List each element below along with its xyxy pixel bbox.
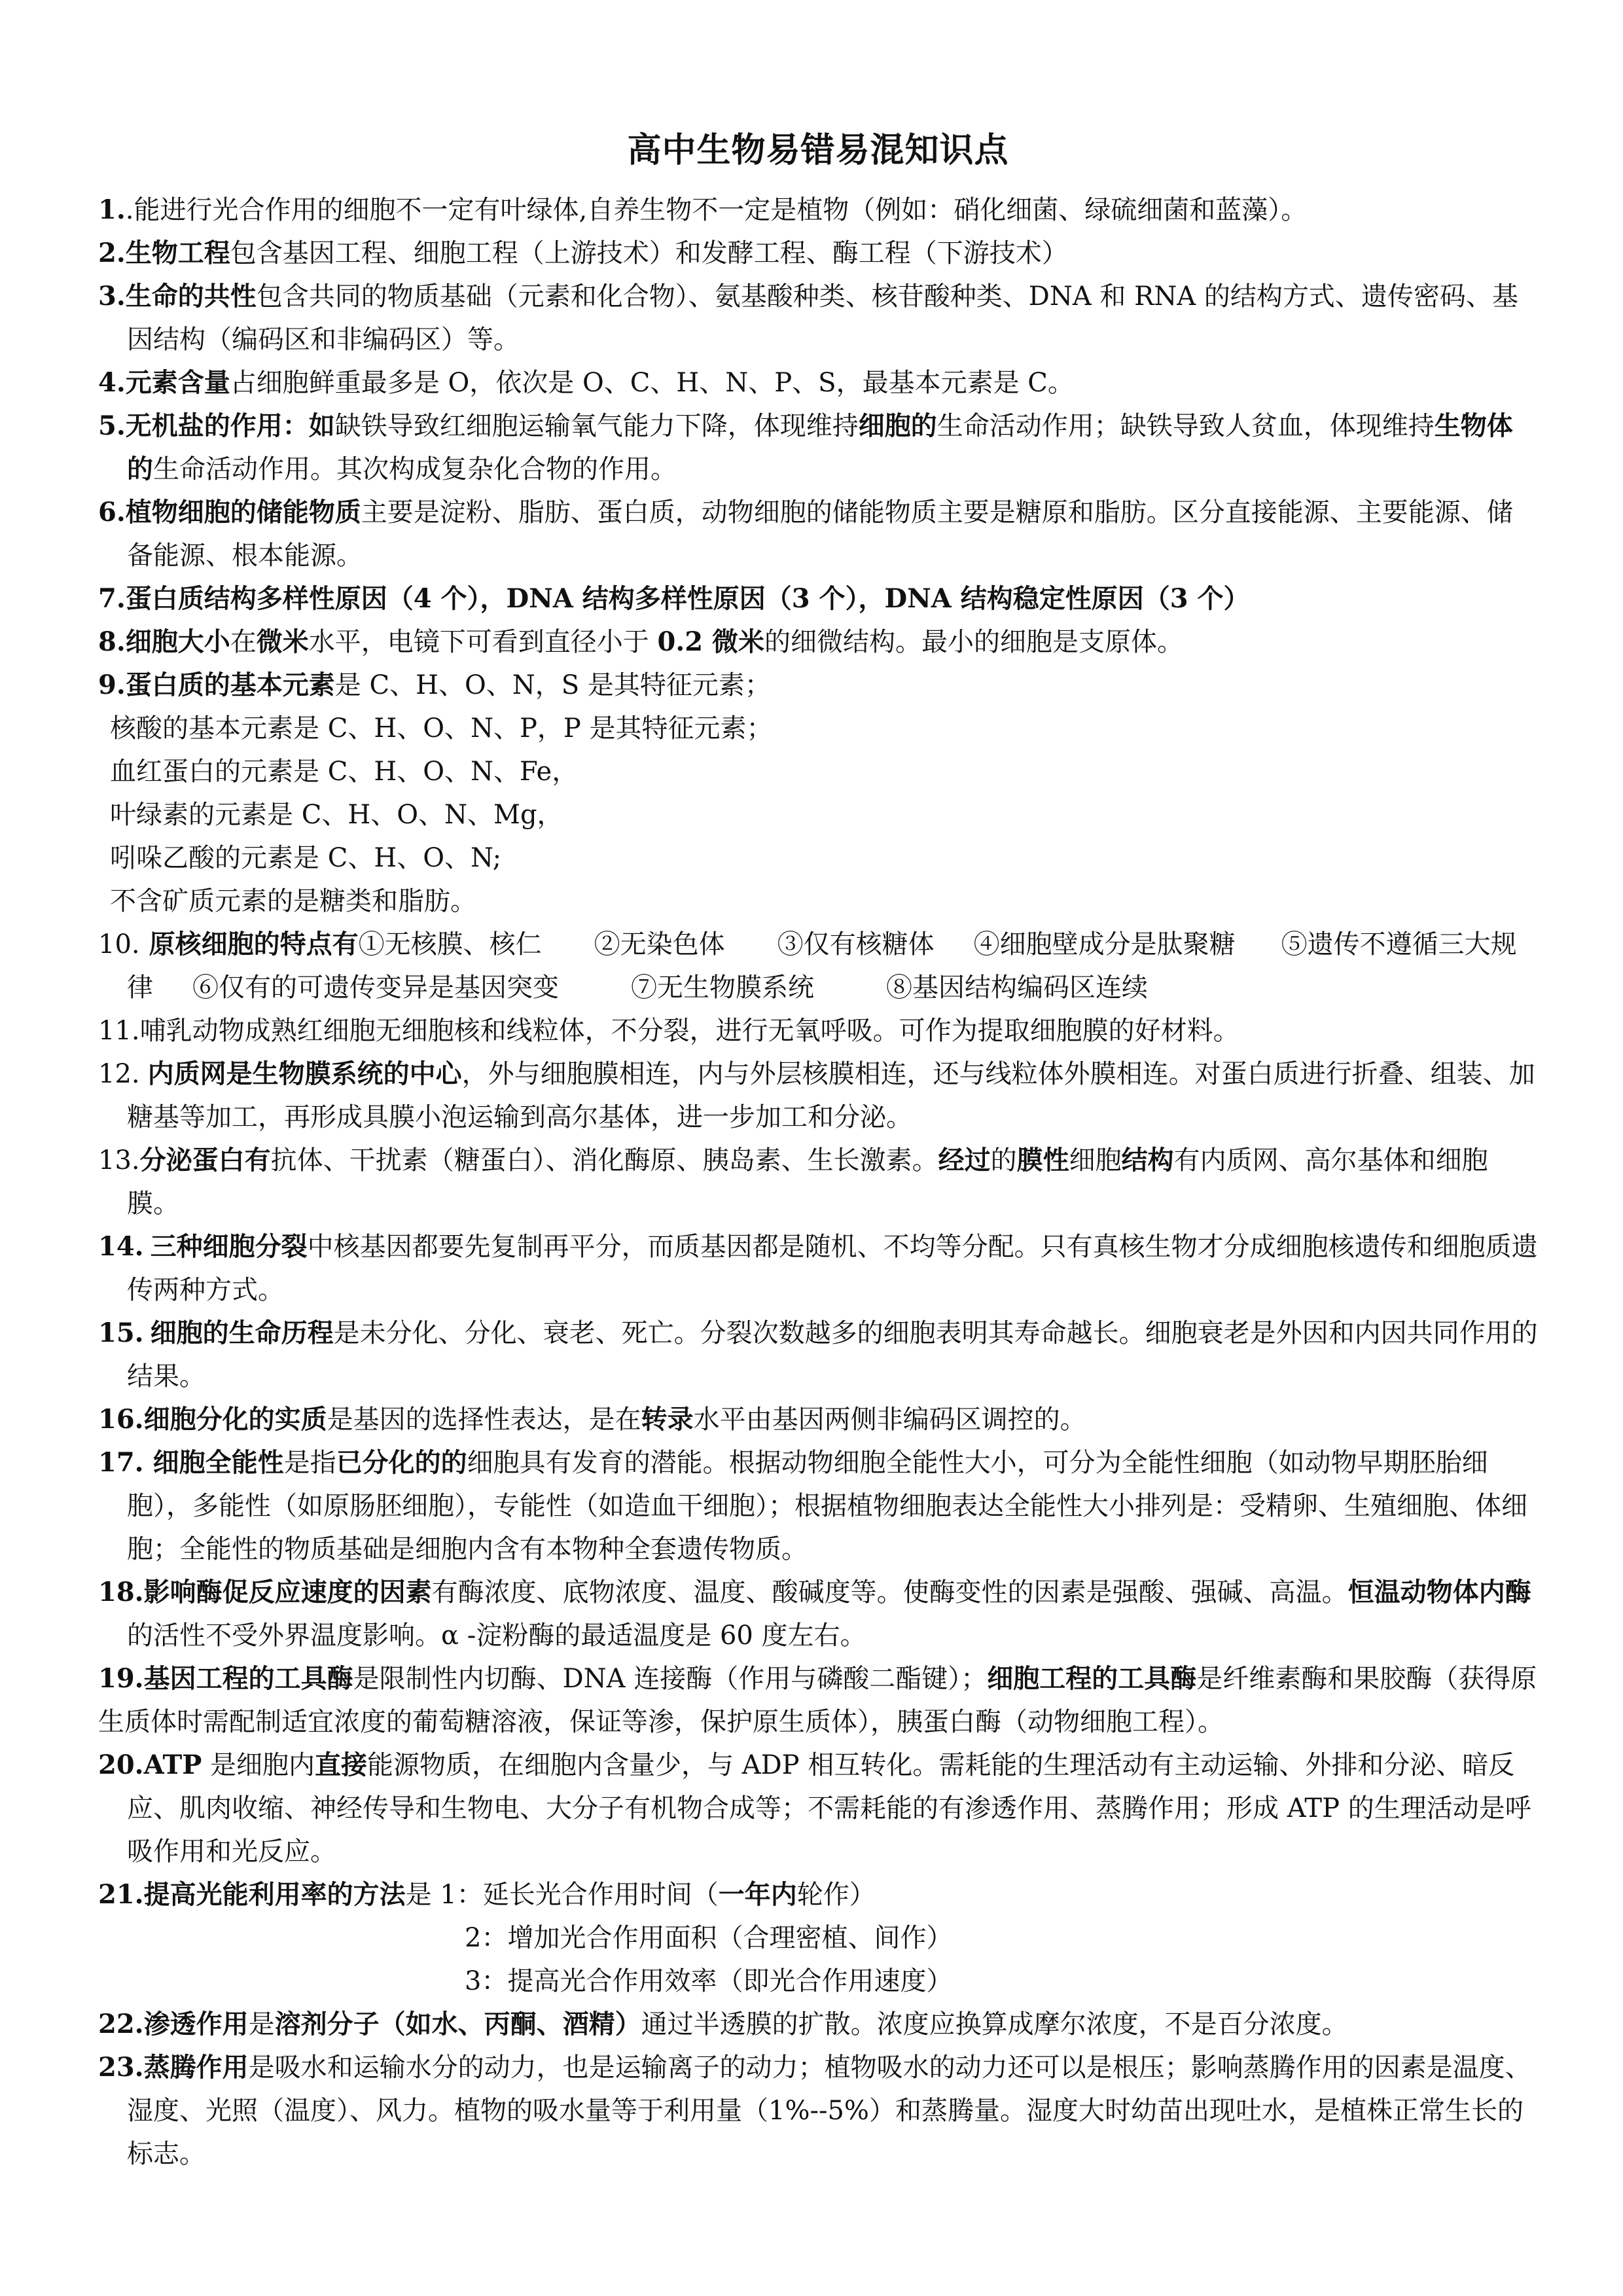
item-keyword: 蒸腾作用 bbox=[143, 2052, 249, 2083]
item-keyword: 蛋白质的基本元素 bbox=[125, 670, 335, 700]
item-keyword: 细胞的 bbox=[858, 410, 937, 441]
item-number: 7. bbox=[98, 583, 126, 614]
item-11 bbox=[98, 1009, 1538, 1052]
item-9-line: 吲哚乙酸的元素是 C、H、O、N; bbox=[110, 843, 502, 873]
item-keyword: 膜性 bbox=[1016, 1145, 1069, 1175]
item-number: 19. bbox=[98, 1663, 144, 1694]
item-21-line: 3：提高光合作用效率（即光合作用速度） bbox=[465, 1966, 953, 1996]
item-12 bbox=[98, 1052, 1538, 1139]
item-text: 是基因的选择性表达，是在 bbox=[327, 1405, 641, 1435]
item-7 bbox=[98, 577, 1538, 620]
item-keyword: 细胞工程的工具酶 bbox=[987, 1663, 1197, 1694]
item-19 bbox=[98, 1657, 1538, 1744]
item-13 bbox=[98, 1139, 1538, 1225]
item-text: 细胞 bbox=[1069, 1145, 1122, 1175]
item-text: 生命活动作用。其次构成复杂化合物的作用。 bbox=[153, 454, 677, 484]
item-1 bbox=[98, 188, 1538, 232]
item-keyword: 蛋白质结构多样性原因（4 个），DNA 结构多样性原因（3 个），DNA 结构稳定性原因（3 个） bbox=[125, 583, 1250, 614]
item-9 bbox=[98, 664, 1538, 707]
item-text: 主要是淀粉、脂肪、蛋白质，动物细胞的储能物质主要是糖原和脂肪。区分直接能源、主要能源、储备能源、根本能源。 bbox=[127, 497, 1513, 571]
item-number: 1. bbox=[98, 194, 126, 225]
item-text: 是纤维素酶和果胶酶（获得原生质体时需配制适宜浓度的葡萄糖溶液，保证等渗，保护原生质体），胰蛋白酶（动物细胞工程）。 bbox=[98, 1664, 1537, 1737]
item-point: ③仅有核糖体 bbox=[777, 929, 935, 960]
item-text: 占细胞鲜重最多是 O，依次是 O、C、H、N、P、S，最基本元素是 C。 bbox=[230, 368, 1074, 398]
item-18 bbox=[98, 1571, 1538, 1657]
item-text: 水平，电镜下可看到直径小于 bbox=[308, 627, 658, 657]
item-text: 是 bbox=[248, 2009, 275, 2039]
item-9-line: 血红蛋白的元素是 C、H、O、N、Fe， bbox=[110, 757, 579, 787]
item-keyword: ATP bbox=[143, 1749, 202, 1780]
item-keyword: 生命的共性 bbox=[125, 281, 257, 312]
item-number: 11. bbox=[98, 1016, 140, 1046]
item-text: 是细胞内 bbox=[202, 1750, 315, 1780]
item-keyword: 元素含量 bbox=[125, 367, 230, 398]
item-21 bbox=[98, 1873, 1538, 1916]
item-number: 3. bbox=[98, 281, 126, 312]
item-text: 能源物质，在细胞内含量少，与 ADP 相互转化。需耗能的生理活动有主动运输、外排和分泌、暗反应、肌肉收缩、神经传导和生物电、大分子有机物合成等；不需耗能的有渗透作用、蒸腾作用；形成 ATP 的生理活动是呼吸作用和光反应。 bbox=[127, 1750, 1531, 1867]
item-text: 哺乳动物成熟红细胞无细胞核和线粒体，不分裂，进行无氧呼吸。可作为提取细胞膜的好材料。 bbox=[139, 1016, 1240, 1046]
item-keyword: 分泌蛋白有 bbox=[139, 1145, 271, 1175]
item-number: 6. bbox=[98, 497, 126, 528]
item-keyword: 细胞全能性 bbox=[152, 1447, 284, 1478]
item-point: ④细胞壁成分是肽聚糖 bbox=[973, 929, 1236, 960]
item-text: 是限制性内切酶、DNA 连接酶（作用与磷酸二酯键）； bbox=[353, 1664, 988, 1694]
item-text: 细胞具有发育的潜能。根据动物细胞全能性大小，可分为全能性细胞（如动物早期胚胎细胞），多能性（如原肠胚细胞），专能性（如造血干细胞）；根据植物细胞表达全能性大小排列是：受精卵、生殖细胞、体细胞；全能性的物质基础是细胞内含有本物种全套遗传物质。 bbox=[127, 1448, 1527, 1564]
item-text: 是未分化、分化、衰老、死亡。分裂次数越多的细胞表明其寿命越长。细胞衰老是外因和内因共同作用的结果。 bbox=[127, 1318, 1538, 1391]
item-text: 水平由基因两侧非编码区调控的。 bbox=[693, 1405, 1086, 1435]
item-number: 15. bbox=[98, 1318, 144, 1348]
item-keyword: 0.2 微米 bbox=[657, 626, 764, 657]
item-number: 9. bbox=[98, 670, 126, 700]
item-20 bbox=[98, 1744, 1538, 1873]
item-keyword: 细胞的生命历程 bbox=[150, 1318, 334, 1348]
item-text: 的 bbox=[990, 1145, 1017, 1175]
item-14 bbox=[98, 1225, 1538, 1312]
item-8 bbox=[98, 620, 1538, 664]
item-text: 包含基因工程、细胞工程（上游技术）和发酵工程、酶工程（下游技术） bbox=[230, 238, 1068, 268]
item-text: 有内质网、高尔基体和细胞膜。 bbox=[127, 1145, 1488, 1219]
item-3 bbox=[98, 275, 1538, 361]
item-text: 包含共同的物质基础（元素和化合物）、氨基酸种类、核苷酸种类、DNA 和 RNA 的结构方式、遗传密码、基因结构（编码区和非编码区）等。 bbox=[127, 281, 1518, 355]
item-text: 是指 bbox=[283, 1448, 336, 1478]
item-keyword: 生物工程 bbox=[125, 238, 230, 268]
item-number: 4. bbox=[98, 367, 126, 398]
item-keyword: 植物细胞的储能物质 bbox=[125, 497, 361, 528]
item-9-line: 叶绿素的元素是 C、H、O、N、Mg， bbox=[110, 800, 563, 830]
item-number: 14. bbox=[98, 1231, 144, 1262]
item-keyword: 生物体的 bbox=[127, 410, 1513, 484]
item-number: 18. bbox=[98, 1577, 144, 1607]
item-keyword: 微米 bbox=[256, 626, 309, 657]
item-text: 抗体、干扰素（糖蛋白）、消化酶原、胰岛素、生长激素。 bbox=[270, 1145, 938, 1175]
item-text: 的活性不受外界温度影响。α -淀粉酶的最适温度是 60 度左右。 bbox=[127, 1621, 866, 1651]
item-text: 通过半透膜的扩散。浓度应换算成摩尔浓度，不是百分浓度。 bbox=[641, 2009, 1348, 2039]
item-keyword: 转录 bbox=[641, 1404, 694, 1435]
item-15 bbox=[98, 1312, 1538, 1398]
item-point: ⑧基因结构编码区连续 bbox=[886, 973, 1148, 1003]
item-point: ⑥仅有的可遗传变异是基因突变 bbox=[192, 973, 559, 1003]
item-6 bbox=[98, 491, 1538, 577]
item-keyword: 无机盐的作用：如 bbox=[125, 410, 335, 441]
item-keyword: 恒温动物体内酶 bbox=[1347, 1577, 1531, 1607]
item-22 bbox=[98, 2003, 1538, 2046]
item-text: .能进行光合作用的细胞不一定有叶绿体,自养生物不一定是植物（例如：硝化细菌、绿硫细菌和蓝藻）。 bbox=[125, 195, 1308, 225]
item-number: 10. bbox=[98, 929, 140, 960]
item-point: ①无核膜、核仁 bbox=[358, 929, 542, 960]
item-text: 缺铁导致红细胞运输氧气能力下降，体现维持 bbox=[334, 411, 859, 441]
item-text: ，外与细胞膜相连，内与外层核膜相连，还与线粒体外膜相连。对蛋白质进行折叠、组装、加糖基等加工，再形成具膜小泡运输到高尔基体，进一步加工和分泌。 bbox=[127, 1059, 1535, 1132]
item-text: 中核基因都要先复制再平分，而质基因都是随机、不均等分配。只有真核生物才分成细胞核遗传和细胞质遗传两种方式。 bbox=[127, 1232, 1538, 1305]
item-number: 12. bbox=[98, 1059, 140, 1089]
item-text: 的细微结构。最小的细胞是支原体。 bbox=[764, 627, 1183, 657]
item-23 bbox=[98, 2046, 1538, 2176]
item-text: 是 1：延长光合作用时间（ bbox=[405, 1880, 719, 1910]
item-keyword: 已分化的的 bbox=[336, 1447, 467, 1478]
item-16 bbox=[98, 1398, 1538, 1441]
item-keyword: 基因工程的工具酶 bbox=[143, 1663, 353, 1694]
item-keyword: 内质网是生物膜系统的中心 bbox=[147, 1058, 462, 1089]
item-9-line: 核酸的基本元素是 C、H、O、N、P，P 是其特征元素； bbox=[110, 713, 773, 744]
item-keyword: 渗透作用 bbox=[143, 2009, 249, 2039]
item-number: 17. bbox=[98, 1447, 144, 1478]
item-21-line: 2：增加光合作用面积（合理密植、间作） bbox=[465, 1923, 953, 1953]
item-text: 是吸水和运输水分的动力，也是运输离子的动力；植物吸水的动力还可以是根压；影响蒸腾作用的因素是温度、湿度、光照（温度）、风力。植物的吸水量等于利用量（1%--5%）和蒸腾量。湿度大时幼苗出现吐水，是植株正常生长的标志。 bbox=[127, 2053, 1531, 2169]
item-point: ⑤遗传不遵循三大规律 bbox=[127, 929, 1517, 1003]
page-title: 高中生物易错易混知识点 bbox=[627, 131, 1009, 170]
item-point: ⑦无生物膜系统 bbox=[631, 973, 814, 1003]
item-10 bbox=[98, 923, 1538, 1009]
item-keyword: 溶剂分子（如水、丙酮、酒精） bbox=[274, 2009, 641, 2039]
item-number: 2. bbox=[98, 238, 126, 268]
item-text: 生命活动作用；缺铁导致人贫血，体现维持 bbox=[936, 411, 1435, 441]
item-number: 8. bbox=[98, 626, 126, 657]
item-5 bbox=[98, 404, 1538, 491]
item-keyword: 细胞大小 bbox=[125, 626, 230, 657]
item-number: 16. bbox=[98, 1404, 144, 1435]
item-number: 23. bbox=[98, 2052, 144, 2083]
item-17 bbox=[98, 1441, 1538, 1571]
item-number: 5. bbox=[98, 410, 126, 441]
item-text: 是 C、H、O、N，S 是其特征元素； bbox=[334, 670, 771, 700]
item-4 bbox=[98, 361, 1538, 404]
item-number: 21. bbox=[98, 1879, 144, 1910]
item-keyword: 直接 bbox=[315, 1749, 368, 1780]
item-keyword: 结构 bbox=[1121, 1145, 1174, 1175]
item-number: 13. bbox=[98, 1145, 140, 1175]
item-keyword: 三种细胞分裂 bbox=[150, 1231, 308, 1262]
item-keyword: 影响酶促反应速度的因素 bbox=[143, 1577, 432, 1607]
item-9-line: 不含矿质元素的是糖类和脂肪。 bbox=[110, 886, 476, 916]
item-keyword: 提高光能利用率的方法 bbox=[143, 1879, 406, 1910]
item-text: 轮作） bbox=[796, 1880, 876, 1910]
item-text: 有酶浓度、底物浓度、温度、酸碱度等。使酶变性的因素是强酸、强碱、高温。 bbox=[431, 1577, 1348, 1607]
item-text: 在 bbox=[230, 627, 257, 657]
item-2 bbox=[98, 232, 1538, 275]
item-number: 22. bbox=[98, 2009, 144, 2039]
item-keyword: 细胞分化的实质 bbox=[143, 1404, 327, 1435]
item-keyword: 一年内 bbox=[718, 1879, 797, 1910]
item-keyword: 经过 bbox=[938, 1145, 991, 1175]
item-number: 20. bbox=[98, 1749, 144, 1780]
item-keyword: 原核细胞的特点有 bbox=[149, 929, 359, 960]
item-point: ②无染色体 bbox=[594, 929, 725, 960]
